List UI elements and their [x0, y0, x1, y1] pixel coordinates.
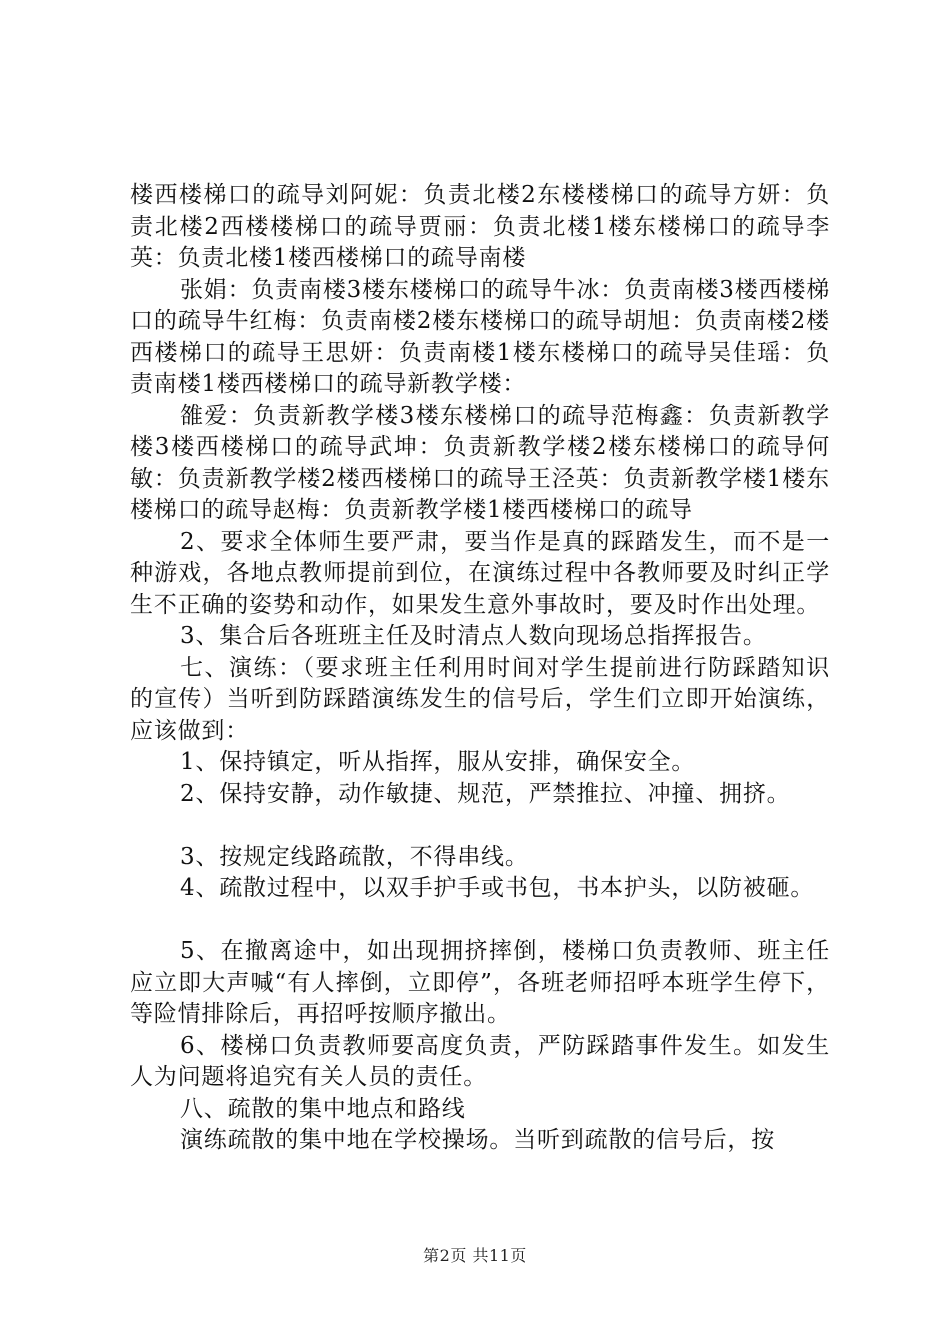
paragraph-new-building-guides: 雒爱：负责新教学楼3楼东楼梯口的疏导范梅鑫：负责新教学楼3楼西楼梯口的疏导武坤：负责新教学楼2楼东楼梯口的疏导何敏：负责新教学楼2楼西楼梯口的疏导王泾英：负责新教学楼1楼东楼梯口的疏导赵梅：负责新教学楼1楼西楼梯口的疏导	[130, 402, 830, 523]
paragraph-south-building-guides: 张娟：负责南楼3楼东楼梯口的疏导牛冰：负责南楼3楼西楼梯口的疏导牛红梅：负责南楼2楼东楼梯口的疏导胡旭：负责南楼2楼西楼梯口的疏导王思妍：负责南楼1楼东楼梯口的疏导吴佳瑶：负责南楼1楼西楼梯口的疏导新教学楼：	[130, 276, 830, 397]
paragraph-requirement-2: 2、要求全体师生要严肃，要当作是真的踩踏发生，而不是一种游戏，各地点教师提前到位，在演练过程中各教师要及时纠正学生不正确的姿势和动作，如果发生意外事故时，要及时作出处理。	[130, 528, 830, 618]
page-number-footer: 第2页 共11页	[423, 1246, 527, 1265]
blank-line	[130, 810, 830, 842]
drill-item-1: 1、保持镇定，听从指挥，服从安排，确保安全。	[180, 749, 696, 775]
drill-item-4: 4、疏散过程中，以双手护手或书包，书本护头，以防被砸。	[180, 875, 815, 901]
paragraph-north-building-guides: 楼西楼梯口的疏导刘阿妮：负责北楼2东楼楼梯口的疏导方妍：负责北楼2西楼楼梯口的疏导贾丽：负责北楼1楼东楼梯口的疏导李英：负责北楼1楼西楼梯口的疏导南楼	[130, 182, 830, 271]
paragraph-assembly-location: 演练疏散的集中地在学校操场。当听到疏散的信号后，按	[180, 1127, 775, 1153]
drill-item-2: 2、保持安静，动作敏捷、规范，严禁推拉、冲撞、拥挤。	[180, 780, 791, 807]
section-heading-drill: 七、演练：（要求班主任利用时间对学生提前进行防踩踏知识的宣传）当听到防踩踏演练发生的信号后，学生们立即开始演练，应该做到：	[130, 654, 830, 744]
document-body	[130, 180, 830, 1157]
paragraph-requirement-3: 3、集合后各班班主任及时清点人数向现场总指挥报告。	[180, 623, 767, 649]
drill-item-5: 5、在撤离途中，如出现拥挤摔倒，楼梯口负责教师、班主任应立即大声喊“有人摔倒，立即停”，各班老师招呼本班学生停下，等险情排除后，再招呼按顺序撤出。	[130, 938, 830, 1027]
drill-item-3: 3、按规定线路疏散，不得串线。	[180, 843, 529, 870]
section-heading-assembly: 八、疏散的集中地点和路线	[180, 1095, 466, 1122]
blank-line	[130, 905, 830, 937]
drill-item-6: 6、楼梯口负责教师要高度负责，严防踩踏事件发生。如发生人为问题将追究有关人员的责任。	[130, 1032, 830, 1090]
